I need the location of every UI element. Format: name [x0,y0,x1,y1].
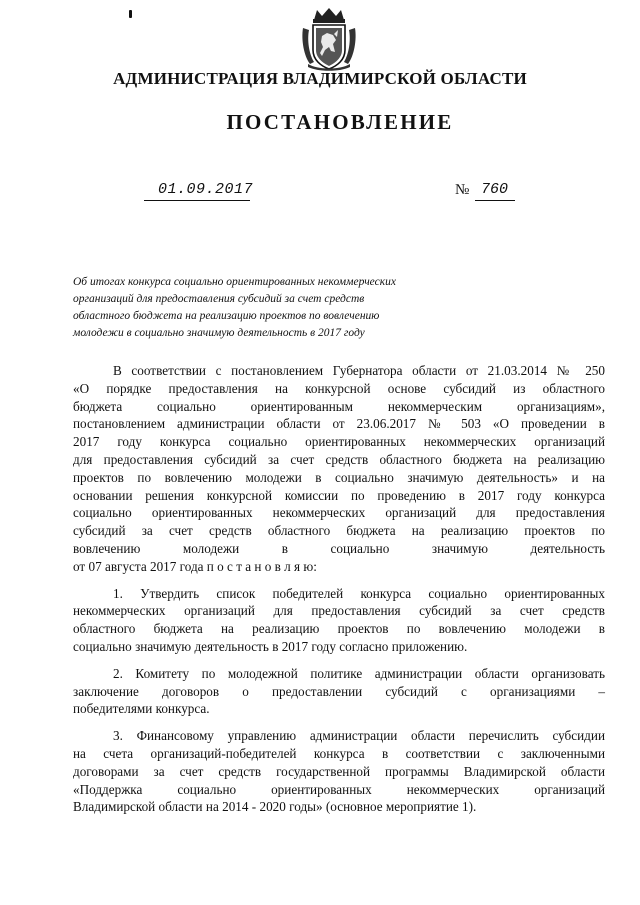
date-underline [144,200,250,201]
text-line: некоммерческих организаций для предоставления субсидий за счет средств [73,603,605,619]
text-line: вовлечению молодежи в социально значимую деятельность [73,540,605,556]
vladimir-region-coat-of-arms-icon [300,6,358,72]
document-subject [73,274,423,342]
text-line: Владимирской области на 2014 - 2020 годы» (основное мероприятие 1). [73,799,477,815]
subject-line: областного бюджета на реализацию проектов по вовлечению [73,310,380,322]
clause-3-paragraph [73,727,605,816]
text-line: 2. Комитету по молодежной политике администрации области организовать [113,665,605,681]
text-line: «О порядке предоставления на конкурсной основе субсидий из областного [73,380,605,396]
text-line: заключение договоров о предоставлении субсидий с организациями – [73,683,605,699]
document-number-field [455,181,515,203]
document-date-field [144,181,254,203]
document-date: 01.09.2017 [158,181,254,198]
text-line: победителями конкурса. [73,701,210,717]
text-line: для предоставления субсидий за счет средств областного бюджета на реализацию [73,451,605,467]
text-line: субсидий за счет средств областного бюджета на реализацию проектов по [73,523,605,539]
document-body [73,362,605,825]
text-line: 2017 году конкурса социально ориентированных некоммерческих организаций [73,434,605,450]
organization-title: АДМИНИСТРАЦИЯ ВЛАДИМИРСКОЙ ОБЛАСТИ [113,69,527,88]
text-line: основании решения конкурсной комиссии по проведению в 2017 году конкурса [73,487,605,503]
clause-2-paragraph [73,665,605,718]
text-line: областного бюджета на реализацию проектов по вовлечению молодежи в [73,621,605,637]
text-line: постановлением администрации области от 23.06.2017 № 503 «О проведении в [73,416,605,432]
scan-speck [129,10,132,18]
text-line: «Поддержка социально ориентированных некоммерческих организаций [73,781,605,797]
text-line: проектов по вовлечению молодежи в социально значимую деятельность» и на [73,469,605,485]
text-line: от 07 августа 2017 года п о с т а н о в л я ю: [73,558,317,574]
document-type-heading: ПОСТАНОВЛЕНИЕ [226,110,454,134]
document-number: 760 [481,181,509,198]
text-line: социально ориентированных некоммерческих организаций для предоставления [73,505,605,521]
number-sign: № [455,182,470,198]
number-underline [475,200,515,201]
text-line: социально значимую деятельность в 2017 году согласно приложению. [73,638,468,654]
preamble-paragraph [73,362,605,576]
text-line: бюджета социально ориентированным некоммерческим организациям», [73,398,605,414]
text-line: В соответствии с постановлением Губернатора области от 21.03.2014 № 250 [113,363,605,378]
clause-1-paragraph [73,585,605,656]
text-line: 3. Финансовому управлению администрации области перечислить субсидии [113,728,605,744]
text-line: договорами за счет средств государственной программы Владимирской области [73,763,605,779]
subject-line: молодежи в социально значимую деятельность в 2017 году [73,327,365,339]
text-line: 1. Утвердить список победителей конкурса социально ориентированных [113,585,605,601]
text-line: на счета организаций-победителей конкурса в соответствии с заключенными [73,745,605,761]
subject-line: организаций для предоставления субсидий за счет средств [73,293,365,305]
subject-line: Об итогах конкурса социально ориентированных некоммерческих [73,276,396,288]
